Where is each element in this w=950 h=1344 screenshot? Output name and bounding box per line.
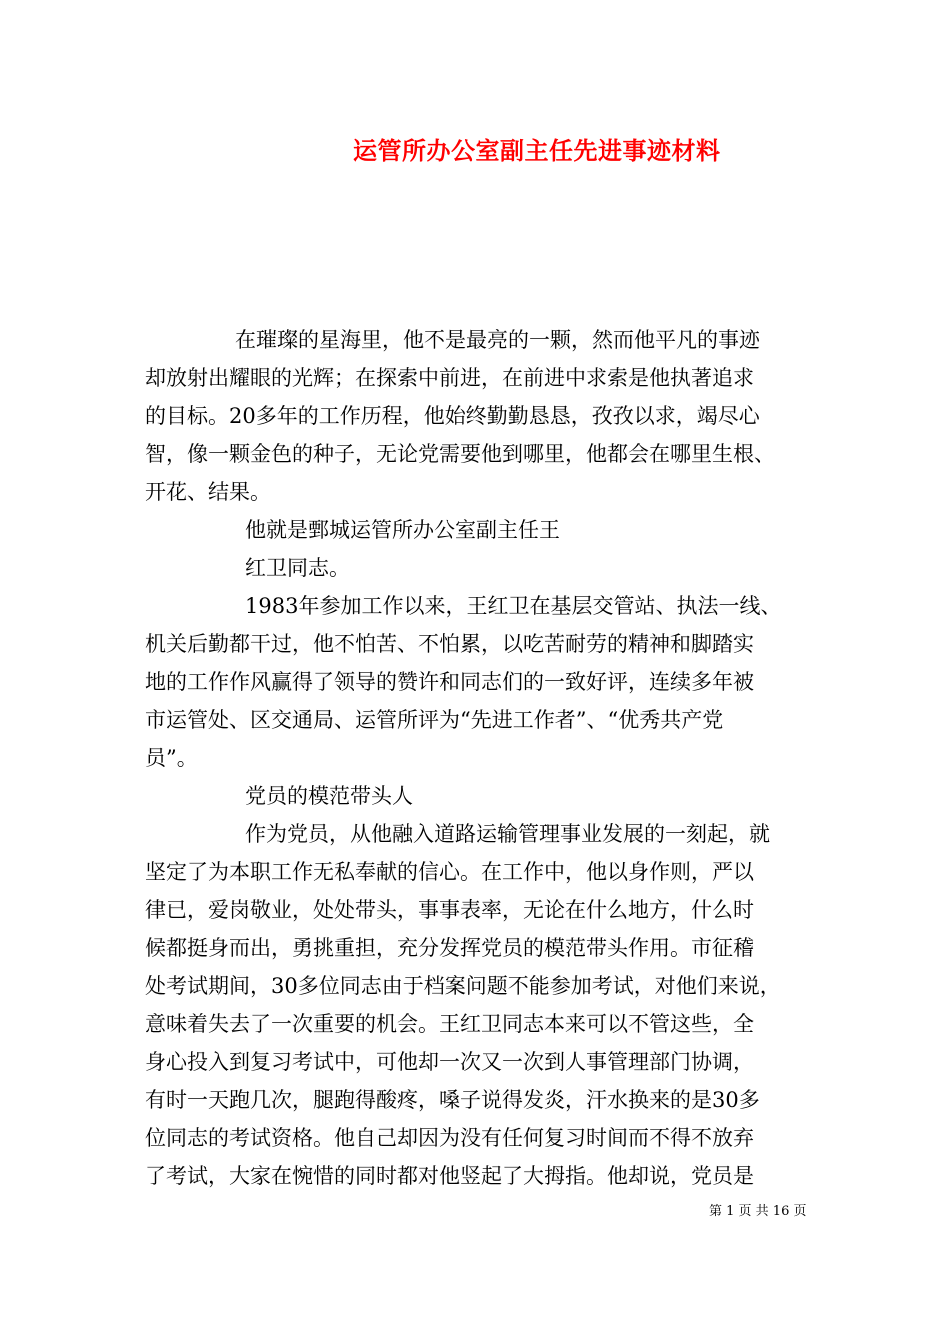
body-line: 的目标。20多年的工作历程，他始终勤勤恳恳，孜孜以求，竭尽心: [145, 404, 760, 428]
section-heading: 党员的模范带头人: [245, 784, 413, 808]
body-line: 身心投入到复习考试中，可他却一次又一次到人事管理部门协调，: [145, 1050, 754, 1074]
body-line: 市运管处、区交通局、运管所评为“先进工作者”、“优秀共产党: [145, 708, 724, 732]
body-line: 位同志的考试资格。他自己却因为没有任何复习时间而不得不放弃: [145, 1126, 754, 1150]
body-line: 员”。: [145, 746, 198, 770]
body-line: 意味着失去了一次重要的机会。王红卫同志本来可以不管这些，全: [145, 1012, 754, 1036]
body-line: 在璀璨的星海里，他不是最亮的一颗，然而他平凡的事迹: [235, 328, 760, 352]
body-line: 地的工作作风赢得了领导的赞许和同志们的一致好评，连续多年被: [145, 670, 754, 694]
body-line: 候都挺身而出，勇挑重担，充分发挥党员的模范带头作用。市征稽: [145, 936, 754, 960]
body-line: 有时一天跑几次，腿跑得酸疼，嗓子说得发炎，汗水换来的是30多: [145, 1088, 760, 1112]
body-line: 律已，爱岗敬业，处处带头，事事表率，无论在什么地方，什么时: [145, 898, 754, 922]
page-title: 运管所办公室副主任先进事迹材料: [353, 136, 721, 165]
body-line: 开花、结果。: [145, 480, 271, 504]
body-line: 机关后勤都干过，他不怕苦、不怕累，以吃苦耐劳的精神和脚踏实: [145, 632, 754, 656]
body-line: 1983年参加工作以来，王红卫在基层交管站、执法一线、: [245, 594, 782, 618]
body-line: 他就是鄄城运管所办公室副主任王: [245, 518, 560, 542]
body-line: 了考试，大家在惋惜的同时都对他竖起了大拇指。他却说，党员是: [145, 1164, 754, 1188]
page-number-footer: 第 1 页 共 16 页: [709, 1204, 807, 1219]
body-line: 处考试期间，30多位同志由于档案问题不能参加考试，对他们来说，: [145, 974, 781, 998]
body-line: 红卫同志。: [245, 556, 350, 580]
body-line: 智，像一颗金色的种子，无论党需要他到哪里，他都会在哪里生根、: [145, 442, 775, 466]
body-line: 却放射出耀眼的光辉；在探索中前进，在前进中求索是他执著追求: [145, 366, 754, 390]
body-line: 坚定了为本职工作无私奉献的信心。在工作中，他以身作则，严以: [145, 860, 754, 884]
body-line: 作为党员，从他融入道路运输管理事业发展的一刻起，就: [245, 822, 770, 846]
